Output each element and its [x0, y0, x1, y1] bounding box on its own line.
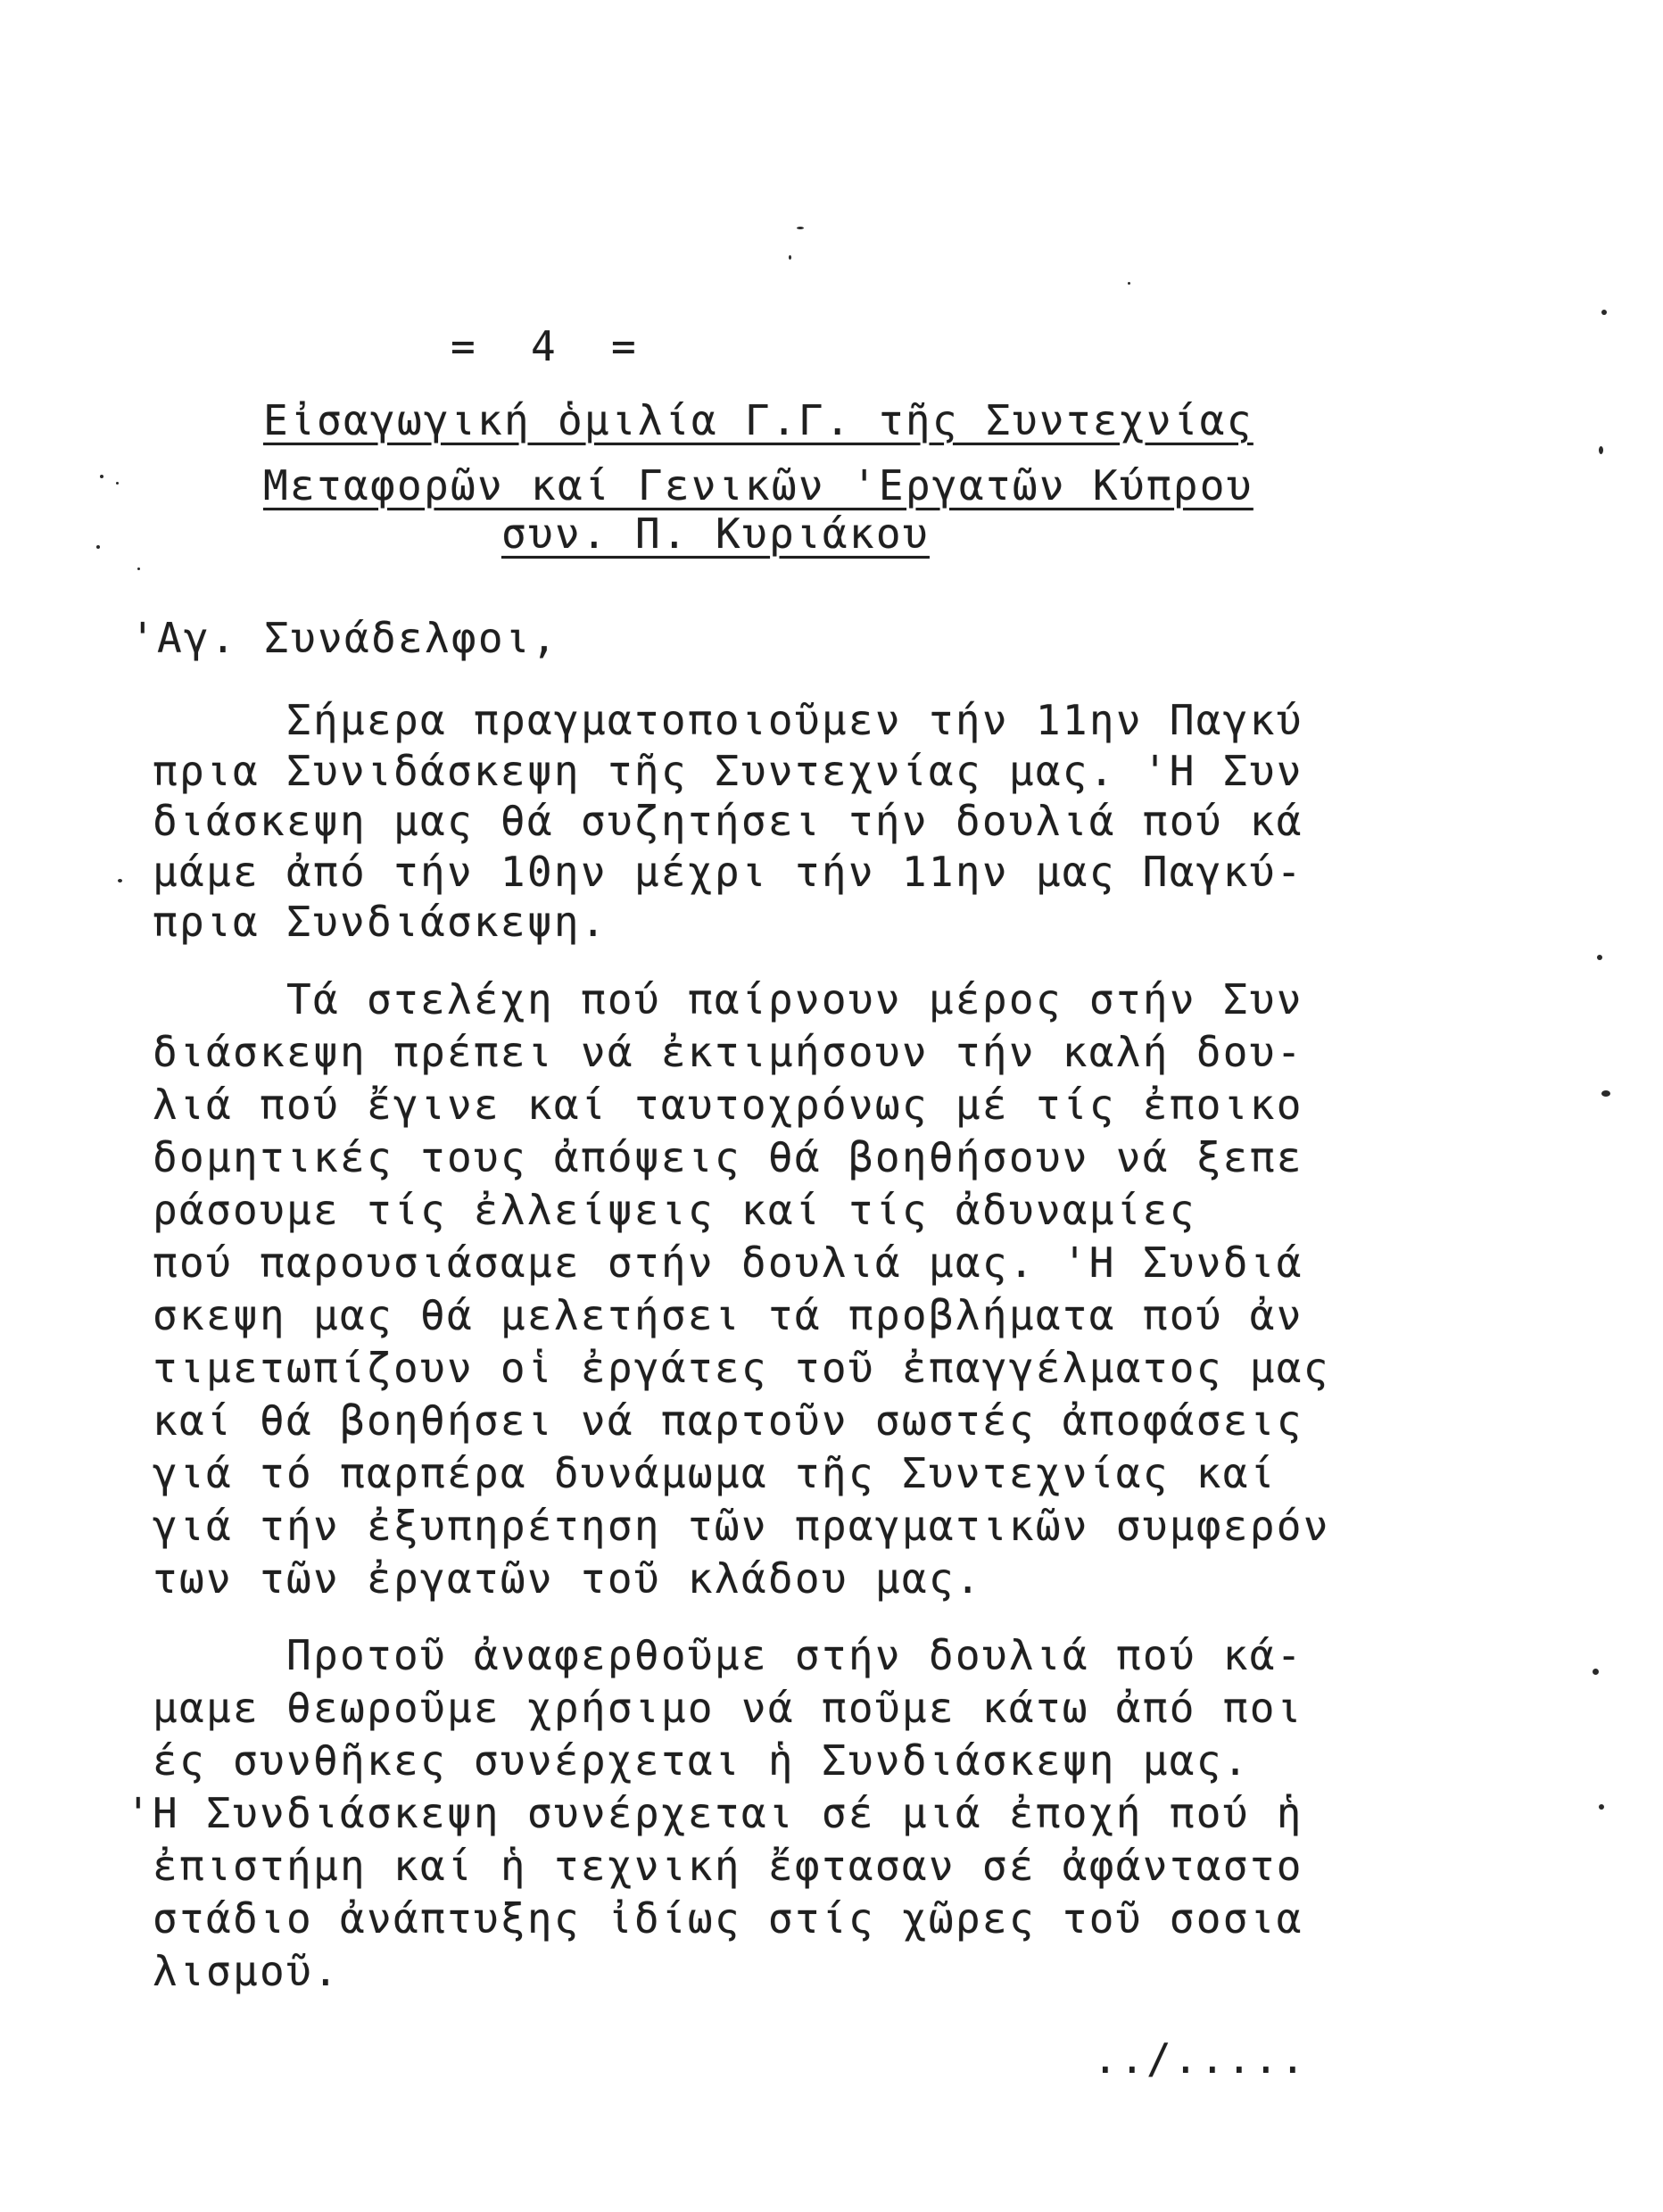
paragraph	[153, 973, 1330, 1605]
paragraph-line: μαμε θεωροῦμε χρήσιμο νά ποῦμε κάτω ἀπό ποι	[153, 1684, 1303, 1732]
scan-speck	[1128, 282, 1130, 285]
title-line: Εἰσαγωγική ὁμιλία Γ.Γ. τῆς Συντεχνίας	[263, 396, 1253, 444]
paragraph-line: τιμετωπίζουν οἱ ἐργάτες τοῦ ἐπαγγέλματος μας	[153, 1344, 1330, 1392]
scan-speck	[1601, 1090, 1610, 1097]
paragraph-line: ράσουμε τίς ἐλλείψεις καί τίς ἀδυναμίες	[153, 1186, 1196, 1234]
scan-speck	[96, 545, 100, 549]
scan-speck	[1601, 310, 1607, 315]
paragraph-line: ές συνθῆκες συνέρχεται ἡ Συνδιάσκεψη μας.	[153, 1736, 1250, 1785]
scan-speck	[100, 475, 103, 478]
title-line: Μεταφορῶν καί Γενικῶν 'Εργατῶν Κύπρου	[263, 461, 1253, 510]
paragraph-line: πού παρουσιάσαμε στήν δουλιά μας. 'Η Συνδιά	[153, 1239, 1303, 1287]
paragraph-line: σκεψη μας θά μελετήσει τά προβλήματα πού ἀν	[153, 1291, 1303, 1339]
title-line: συν. Π. Κυριάκου	[501, 510, 930, 558]
paragraph-line: πρια Συνδιάσκεψη.	[153, 898, 608, 946]
paragraph-line: δομητικές τους ἀπόψεις θά βοηθήσουν νά ξεπε	[153, 1133, 1303, 1181]
scan-speck	[1593, 1669, 1599, 1675]
page-number: = 4 =	[451, 322, 638, 370]
paragraph	[126, 1629, 1303, 1998]
paragraph	[153, 695, 1303, 948]
scan-speck	[1599, 1804, 1604, 1810]
paragraph-line: Τά στελέχη πού παίρνουν μέρος στήν Συν	[286, 975, 1303, 1023]
paragraph-line: Σήμερα πραγματοποιοῦμεν τήν 11ην Παγκύ	[286, 696, 1303, 744]
continuation-marker: ../.....	[1093, 2034, 1307, 2083]
paragraph-line: στάδιο ἀνάπτυξης ἰδίως στίς χῶρες τοῦ σοσια	[153, 1894, 1303, 1943]
paragraph-line: γιά τό παρπέρα δυνάμωμα τῆς Συντεχνίας καί	[153, 1449, 1277, 1497]
scan-speck	[789, 255, 791, 260]
scan-speck	[137, 567, 140, 570]
paragraph-line: μάμε ἀπό τήν 10ην μέχρι τήν 11ην μας Παγκύ-	[153, 847, 1303, 896]
salutation: 'Αγ. Συνάδελφοι,	[130, 614, 558, 662]
paragraph-line: λιά πού ἔγινε καί ταυτοχρόνως μέ τίς ἐποικο	[153, 1081, 1303, 1129]
paragraph-line: λισμοῦ.	[153, 1947, 340, 1995]
paragraph-line: διάσκεψη πρέπει νά ἐκτιμήσουν τήν καλή δου-	[153, 1028, 1303, 1076]
paragraph-line: γιά τήν ἐξυπηρέτηση τῶν πραγματικῶν συμφερόν	[153, 1502, 1330, 1550]
paragraph-line: Προτοῦ ἀναφερθοῦμε στήν δουλιά πού κά-	[286, 1631, 1303, 1679]
scan-speck	[1597, 955, 1602, 960]
paragraph-line: καί θά βοηθήσει νά παρτοῦν σωστές ἀποφάσεις	[153, 1396, 1303, 1445]
paragraph-line: 'Η Συνδιάσκεψη συνέρχεται σέ μιά ἐποχή πού ἡ	[126, 1789, 1303, 1837]
scan-speck	[118, 879, 122, 882]
scan-speck	[1599, 446, 1603, 454]
paragraph-line: ἐπιστήμη καί ἡ τεχνική ἔφτασαν σέ ἀφάνταστο	[153, 1842, 1303, 1890]
paragraph-line: των τῶν ἐργατῶν τοῦ κλάδου μας.	[153, 1554, 982, 1603]
paragraph-line: διάσκεψη μας θά συζητήσει τήν δουλιά πού κά	[153, 797, 1303, 845]
paragraph-line: πρια Συνιδάσκεψη τῆς Συντεχνίας μας. 'Η Συν	[153, 746, 1303, 795]
scan-speck	[797, 227, 804, 229]
scan-speck	[116, 482, 119, 485]
